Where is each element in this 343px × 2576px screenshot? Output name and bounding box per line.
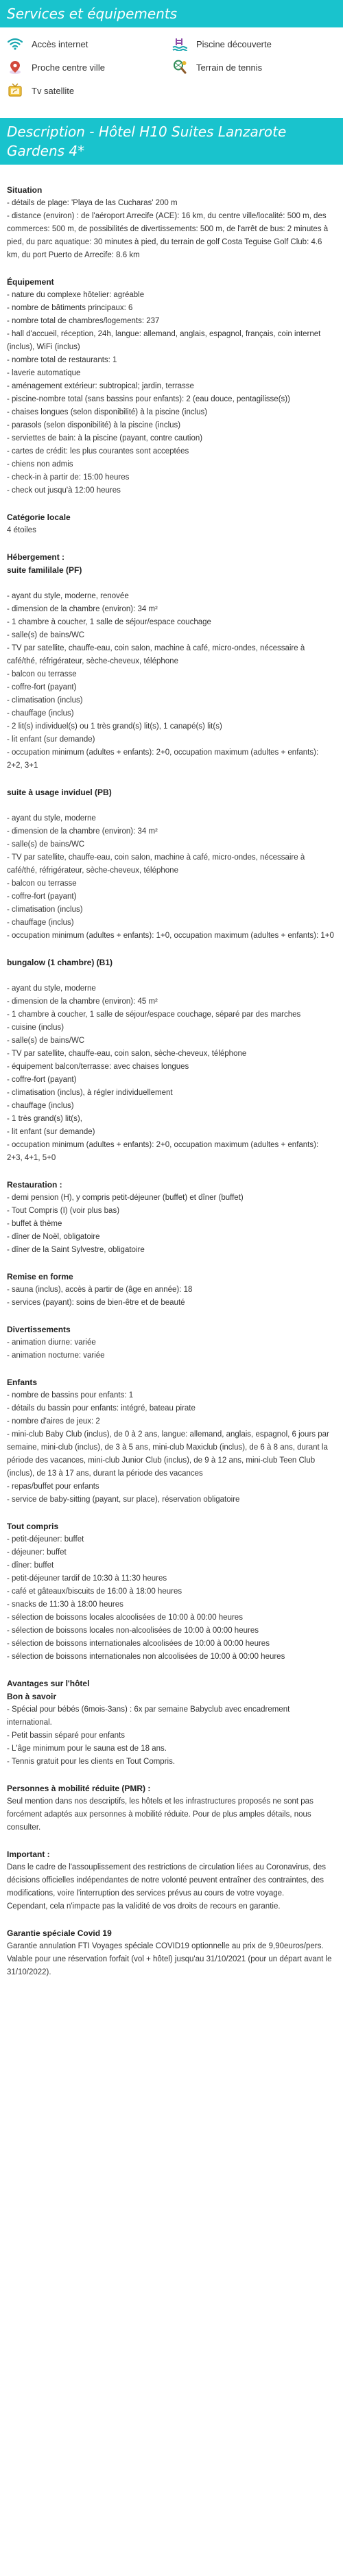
service-item-pool <box>172 36 336 52</box>
description-block <box>7 956 336 1165</box>
text-line: - 1 très grand(s) lit(s), <box>7 1115 82 1123</box>
text-line: - mini-club Baby Club (inclus), de 0 à 2 ans, langue: allemand, anglais, espagnol, 6 jours par semaine, mini-club (inclus), de 3 à 5 ans, mini-club Maxiclub (inclus), de 6 à 8 ans, durant la période des vacances, mini-club Junior Club (inclus), de 9 à 12 ans, mini-club Teen Club (inclus), de 13 à 17 ans, durant la période des vacances <box>7 1430 329 1478</box>
block-title: Équipement <box>7 277 54 287</box>
text-line: - détails du bassin pour enfants: intégré, bateau pirate <box>7 1404 196 1413</box>
description-block <box>7 1848 336 1913</box>
text-line: - coffre-fort (payant) <box>7 683 77 692</box>
block-title: Avantages sur l'hôtel <box>7 1679 90 1688</box>
text-line: - dimension de la chambre (environ): 34 m² <box>7 827 158 836</box>
text-line: - chiens non admis <box>7 460 73 469</box>
map-pin-icon <box>7 59 23 75</box>
text-line: Dans le cadre de l'assouplissement des restrictions de circulation liées au Coronavirus, des décisions officielles indépendantes de notre volonté peuvent entraîner des contraintes, des modifications, voire l'interruption des services prévus au cours de votre voyage. <box>7 1863 326 1898</box>
description-content <box>0 165 343 1996</box>
description-block <box>7 1179 336 1257</box>
text-line: - lit enfant (sur demande) <box>7 1128 95 1136</box>
text-line: - animation diurne: variée <box>7 1338 96 1347</box>
text-line: - nombre de bassins pour enfants: 1 <box>7 1391 134 1399</box>
text-line: - café et gâteaux/biscuits de 16:00 à 18:00 heures <box>7 1587 182 1596</box>
blank-line <box>7 969 336 982</box>
text-line: - Tout Compris (I) (voir plus bas) <box>7 1207 120 1215</box>
text-line: - cartes de crédit: les plus courantes sont acceptées <box>7 447 189 456</box>
description-block <box>7 184 336 262</box>
text-line: - chaises longues (selon disponibilité) à la piscine (inclus) <box>7 408 208 416</box>
text-line: - laverie automatique <box>7 369 81 377</box>
block-subtitle: suite famililale (PF) <box>7 565 82 575</box>
text-line: - dîner de Noël, obligatoire <box>7 1233 100 1241</box>
satellite-tv-icon <box>7 82 23 99</box>
description-block <box>7 1927 336 1979</box>
block-title: Remise en forme <box>7 1272 73 1281</box>
text-line: - buffet à thème <box>7 1220 62 1228</box>
description-block <box>7 1376 336 1506</box>
description-block <box>7 1271 336 1310</box>
blank-line <box>7 577 336 590</box>
text-line: - nombre d'aires de jeux: 2 <box>7 1417 100 1426</box>
block-title: Important : <box>7 1850 50 1859</box>
text-line: - check-in à partir de: 15:00 heures <box>7 473 130 482</box>
block-title: Situation <box>7 185 43 195</box>
text-line: - climatisation (inclus), à régler individuellement <box>7 1089 173 1097</box>
block-title: Enfants <box>7 1378 38 1387</box>
text-line: - occupation minimum (adultes + enfants): 1+0, occupation maximum (adultes + enfants): 1+0 <box>7 932 334 940</box>
block-subtitle: bungalow (1 chambre) (B1) <box>7 958 113 967</box>
service-item-tennis <box>172 59 336 75</box>
description-block <box>7 1520 336 1664</box>
text-line: Cependant, cela n'impacte pas la validité de vos droits de recours en garantie. <box>7 1902 281 1911</box>
text-line: - nombre de bâtiments principaux: 6 <box>7 304 133 312</box>
text-line: - chauffage (inclus) <box>7 709 74 718</box>
description-header: Description - Hôtel H10 Suites Lanzarote Gardens 4* <box>0 118 343 165</box>
text-line: - salle(s) de bains/WC <box>7 1037 85 1045</box>
text-line: - TV par satellite, chauffe-eau, coin salon, machine à café, micro-ondes, nécessaire à café/thé, réfrigérateur, sèche-cheveux, téléphone <box>7 644 305 665</box>
text-line: - détails de plage: 'Playa de las Cucharas' 200 m <box>7 199 178 207</box>
description-block <box>7 551 336 772</box>
text-line: - repas/buffet pour enfants <box>7 1482 99 1491</box>
text-line: - nombre total de chambres/logements: 237 <box>7 317 160 325</box>
text-line: - sauna (inclus), accès à partir de (âge en année): 18 <box>7 1286 193 1294</box>
text-line: - services (payant): soins de bien-être et de beauté <box>7 1299 185 1307</box>
text-line: - coffre-fort (payant) <box>7 1076 77 1084</box>
description-block <box>7 1677 336 1769</box>
text-line: - salle(s) de bains/WC <box>7 631 85 639</box>
text-line: - Spécial pour bébés (6mois-3ans) : 6x par semaine Babyclub avec encadrement international. <box>7 1705 290 1727</box>
text-line: - parasols (selon disponibilité) à la piscine (inclus) <box>7 421 181 429</box>
text-line: Seul mention dans nos descriptifs, les hôtels et les infrastructures proposés ne sont pas forcément adaptés aux personnes à mobilité réduite. Pour de plus amples détails, nous consulter. <box>7 1797 314 1832</box>
blank-line <box>7 799 336 812</box>
text-line: - 2 lit(s) individuel(s) ou 1 très grand(s) lit(s), 1 canapé(s) lit(s) <box>7 722 222 731</box>
block-title: Hébergement : <box>7 552 65 562</box>
text-line: - Tennis gratuit pour les clients en Tout Compris. <box>7 1758 176 1766</box>
block-title: Divertissements <box>7 1325 71 1334</box>
text-line: - 1 chambre à coucher, 1 salle de séjour/espace couchage <box>7 618 211 626</box>
text-line: - petit-déjeuner tardif de 10:30 à 11:30 heures <box>7 1574 167 1583</box>
service-item-city-center <box>7 59 172 75</box>
services-grid <box>0 27 343 111</box>
text-line: - déjeuner: buffet <box>7 1548 67 1557</box>
text-line: - salle(s) de bains/WC <box>7 840 85 849</box>
service-label: Piscine découverte <box>196 38 272 49</box>
text-line: - équipement balcon/terrasse: avec chaises longues <box>7 1063 189 1071</box>
text-line: - petit-déjeuner: buffet <box>7 1535 84 1544</box>
tennis-icon <box>172 59 188 75</box>
text-line: - sélection de boissons internationales non alcoolisées de 10:00 à 00:00 heures <box>7 1653 285 1661</box>
text-line: - Petit bassin séparé pour enfants <box>7 1732 125 1740</box>
text-line: - L'âge minimum pour le sauna est de 18 ans. <box>7 1745 167 1753</box>
text-line: - service de baby-sitting (payant, sur place), réservation obligatoire <box>7 1496 240 1504</box>
wifi-icon <box>7 36 23 52</box>
text-line: - lit enfant (sur demande) <box>7 735 95 744</box>
description-block <box>7 511 336 537</box>
description-block <box>7 1782 336 1834</box>
text-line: - occupation minimum (adultes + enfants): 2+0, occupation maximum (adultes + enfants): 2+3, 4+1, 5+0 <box>7 1141 319 1162</box>
text-line: - dîner: buffet <box>7 1561 54 1570</box>
block-subtitle: Bon à savoir <box>7 1692 57 1701</box>
service-label: Tv satellite <box>32 85 75 96</box>
text-line: - coffre-fort (payant) <box>7 893 77 901</box>
text-line: - animation nocturne: variée <box>7 1351 105 1360</box>
service-item-internet <box>7 36 172 52</box>
block-subtitle: suite à usage inviduel (PB) <box>7 788 112 797</box>
text-line: - 1 chambre à coucher, 1 salle de séjour/espace couchage, séparé par des marches <box>7 1011 301 1019</box>
text-line: - dîner de la Saint Sylvestre, obligatoire <box>7 1246 145 1254</box>
text-line: - balcon ou terrasse <box>7 879 77 888</box>
text-line: - aménagement extérieur: subtropical; jardin, terrasse <box>7 382 194 390</box>
text-line: - serviettes de bain: à la piscine (payant, contre caution) <box>7 434 203 442</box>
block-title: Restauration : <box>7 1180 62 1190</box>
text-line: - check out jusqu'à 12:00 heures <box>7 486 121 495</box>
text-line: - piscine-nombre total (sans bassins pour enfants): 2 (eau douce, pentagilisse(s)) <box>7 395 290 403</box>
text-line: Garantie annulation FTI Voyages spéciale COVID19 optionnelle au prix de 9,90euros/pers. Valable pour une réservation forfait (vol + hôtel) jusqu'au 31/10/2021 (pour un départ avant le 31/10/2022). <box>7 1942 332 1976</box>
text-line: 4 étoiles <box>7 526 36 534</box>
text-line: - nature du complexe hôtelier: agréable <box>7 291 145 299</box>
text-line: - occupation minimum (adultes + enfants): 2+0, occupation maximum (adultes + enfants): 2+2, 3+1 <box>7 748 319 770</box>
text-line: - ayant du style, moderne <box>7 984 96 993</box>
text-line: - ayant du style, moderne, renovée <box>7 592 129 600</box>
block-title: Tout compris <box>7 1522 59 1531</box>
text-line: - sélection de boissons locales non-alcoolisées de 10:00 à 00:00 heures <box>7 1627 259 1635</box>
text-line: - snacks de 11:30 à 18:00 heures <box>7 1600 123 1609</box>
text-line: - hall d'accueil, réception, 24h, langue: allemand, anglais, espagnol, français, coin internet (inclus), WiFi (inclus) <box>7 330 321 351</box>
service-label: Accès internet <box>32 38 88 49</box>
block-title: Personnes à mobilité réduite (PMR) : <box>7 1784 151 1793</box>
text-line: - sélection de boissons locales alcoolisées de 10:00 à 00:00 heures <box>7 1614 243 1622</box>
service-item-satellite-tv <box>7 82 172 99</box>
text-line: - climatisation (inclus) <box>7 906 83 914</box>
description-block <box>7 276 336 497</box>
pool-icon <box>172 36 188 52</box>
text-line: - TV par satellite, chauffe-eau, coin salon, sèche-cheveux, téléphone <box>7 1050 247 1058</box>
text-line: - distance (environ) : de l'aéroport Arrecife (ACE): 16 km, du centre ville/localité: 500 m, des commerces: 500 m, de possibilités de divertissements: 500 m, de l'arrêt de bus: 2 minutes à pied, du parc aquatique: 30 minutes à pied, du terrain de golf Costa Teguise Golf Club: 4.6 km, du port Puerto de Arrecife: 8.6 km <box>7 212 329 259</box>
service-label: Terrain de tennis <box>196 62 263 73</box>
text-line: - sélection de boissons internationales alcoolisées de 10:00 à 00:00 heures <box>7 1640 270 1648</box>
block-title: Garantie spéciale Covid 19 <box>7 1928 112 1938</box>
service-label: Proche centre ville <box>32 62 105 73</box>
text-line: - climatisation (inclus) <box>7 696 83 705</box>
text-line: - TV par satellite, chauffe-eau, coin salon, machine à café, micro-ondes, nécessaire à café/thé, réfrigérateur, sèche-cheveux, téléphone <box>7 853 305 875</box>
text-line: - chauffage (inclus) <box>7 919 74 927</box>
description-block <box>7 1323 336 1362</box>
text-line: - balcon ou terrasse <box>7 670 77 678</box>
text-line: - ayant du style, moderne <box>7 814 96 823</box>
text-line: - demi pension (H), y compris petit-déjeuner (buffet) et dîner (buffet) <box>7 1194 244 1202</box>
services-header: Services et équipements <box>0 0 343 27</box>
text-line: - nombre total de restaurants: 1 <box>7 356 117 364</box>
text-line: - dimension de la chambre (environ): 45 m² <box>7 997 158 1006</box>
text-line: - dimension de la chambre (environ): 34 m² <box>7 605 158 613</box>
description-block <box>7 786 336 943</box>
block-title: Catégorie locale <box>7 512 71 522</box>
text-line: - cuisine (inclus) <box>7 1024 64 1032</box>
text-line: - chauffage (inclus) <box>7 1102 74 1110</box>
